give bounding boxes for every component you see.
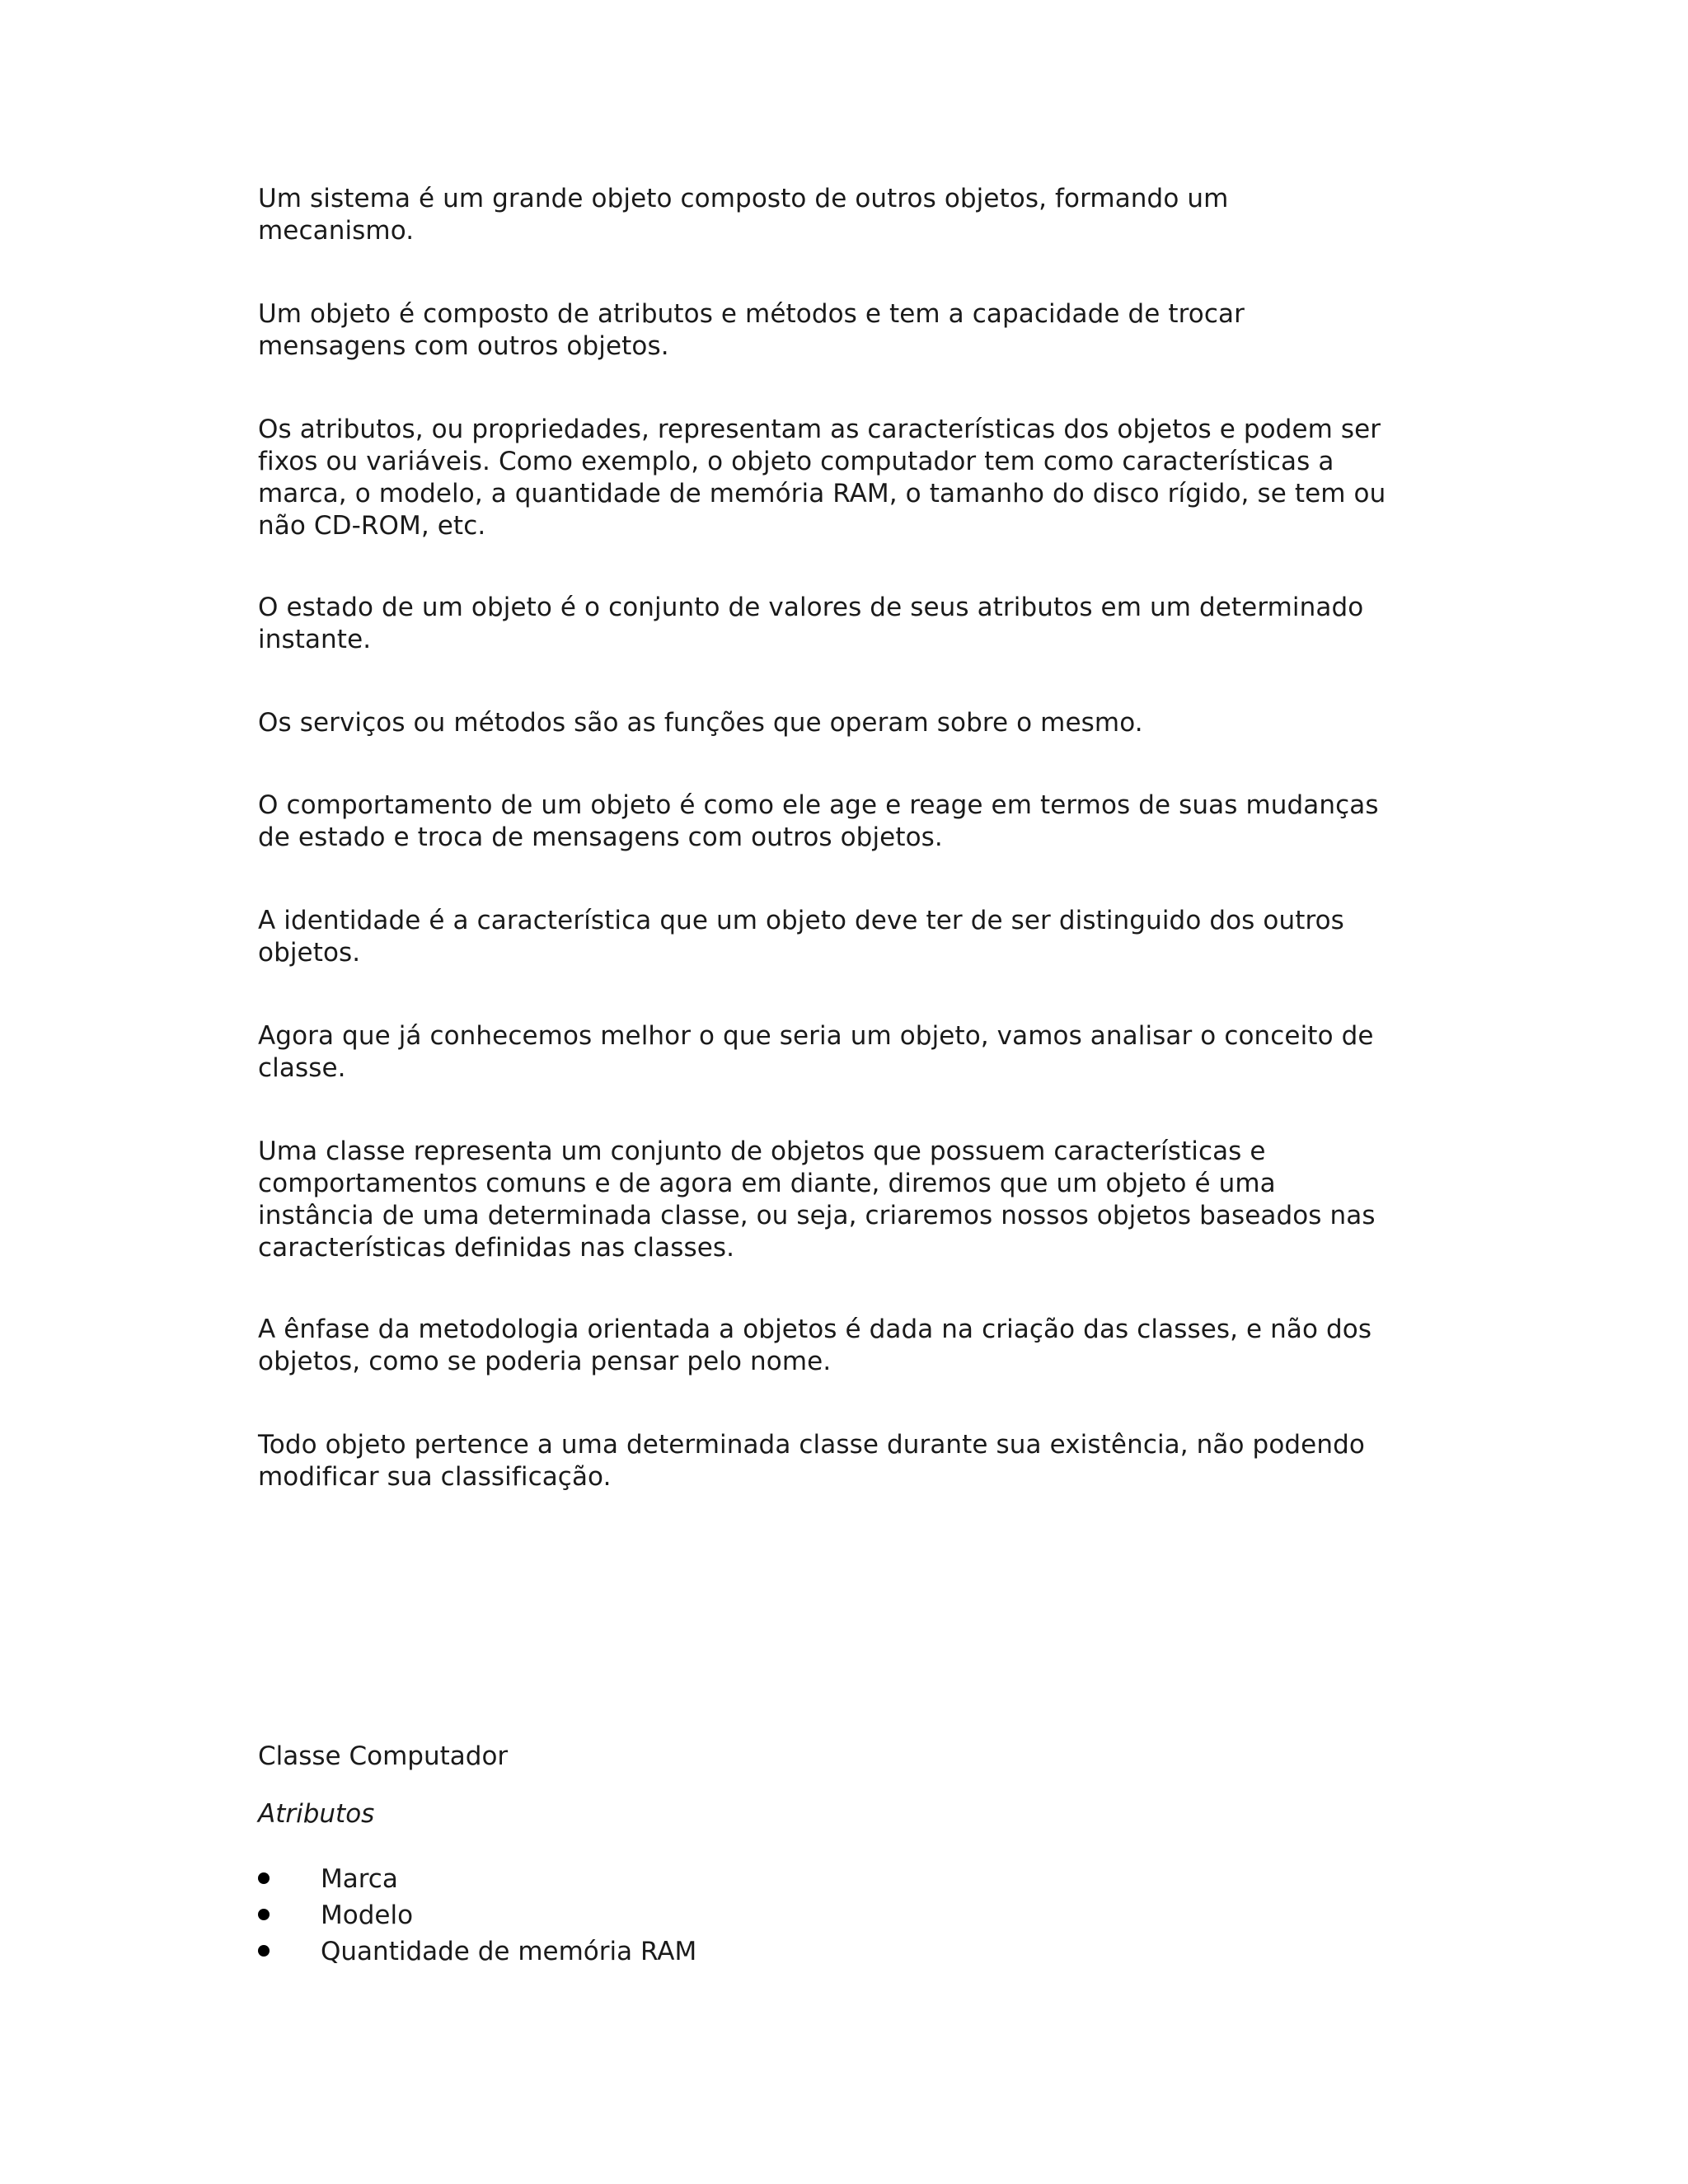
bullet-icon bbox=[258, 1872, 270, 1884]
paragraph-class: Uma classe representa um conjunto de objetos que possuem características e comportamentos comuns e de agora em diante, diremos que um objeto é uma instância de uma determinada classe, ou seja, criaremos nossos objetos baseados nas características definidas nas classes. bbox=[258, 1137, 1376, 1263]
attributes-heading: Atributos bbox=[258, 1799, 375, 1829]
paragraph-state: O estado de um objeto é o conjunto de valores de seus atributos em um determinado instante. bbox=[258, 593, 1364, 654]
paragraph-services: Os serviços ou métodos são as funções que operam sobre o mesmo. bbox=[258, 708, 1143, 738]
paragraph-belongs: Todo objeto pertence a uma determinada classe durante sua existência, não podendo modificar sua classificação. bbox=[258, 1430, 1365, 1492]
paragraph-emphasis: A ênfase da metodologia orientada a objetos é dada na criação das classes, e não dos objetos, como se poderia pensar pelo nome. bbox=[258, 1315, 1372, 1376]
class-title: Classe Computador bbox=[258, 1741, 509, 1771]
paragraph-attributes: Os atributos, ou propriedades, representam as características dos objetos e podem ser fixos ou variáveis. Como exemplo, o objeto computador tem como características a marca, o modelo, a quantidade de memória RAM, o tamanho do disco rígido, se tem ou não CD-ROM, etc. bbox=[258, 415, 1386, 541]
bullet-icon bbox=[258, 1909, 270, 1920]
bullet-icon bbox=[258, 1945, 270, 1957]
attribute-label: Quantidade de memória RAM bbox=[321, 1937, 697, 1966]
attribute-label: Marca bbox=[321, 1864, 398, 1894]
attribute-label: Modelo bbox=[321, 1900, 414, 1930]
paragraph-system: Um sistema é um grande objeto composto de outros objetos, formando um mecanismo. bbox=[258, 184, 1229, 246]
paragraph-behavior: O comportamento de um objeto é como ele age e reage em termos de suas mudanças de estado e troca de mensagens com outros objetos. bbox=[258, 790, 1379, 852]
paragraph-transition: Agora que já conhecemos melhor o que seria um objeto, vamos analisar o conceito de classe. bbox=[258, 1021, 1374, 1083]
paragraph-object: Um objeto é composto de atributos e métodos e tem a capacidade de trocar mensagens com outros objetos. bbox=[258, 299, 1245, 361]
paragraph-identity: A identidade é a característica que um objeto deve ter de ser distinguido dos outros objetos. bbox=[258, 906, 1344, 968]
